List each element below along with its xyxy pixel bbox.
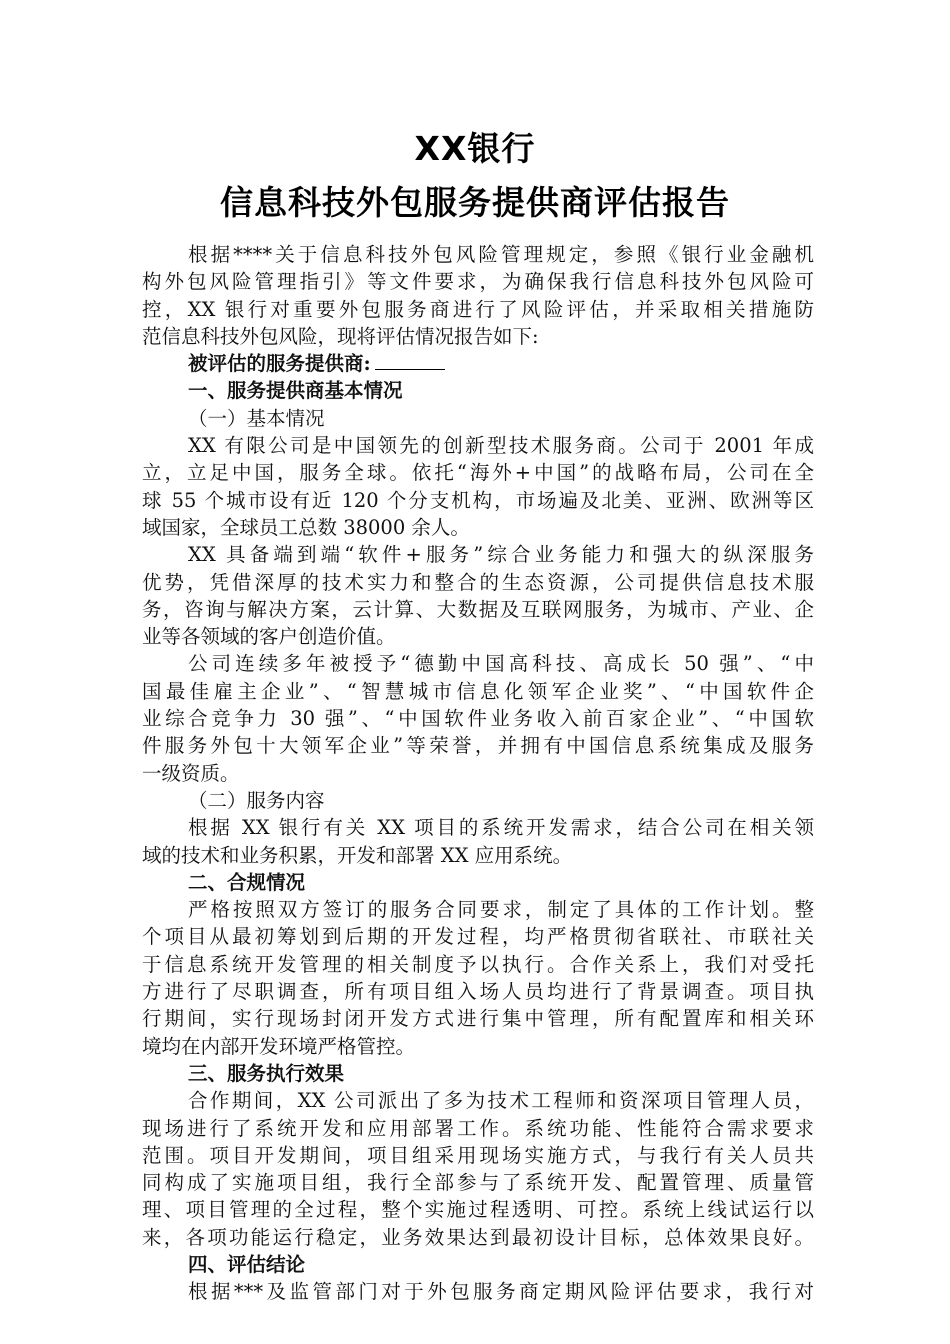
line-text: 控，XX 银行对重要外包服务商进行了风险评估，并采取相关措施防 [142, 297, 814, 321]
line-text: 业综合竞争力 30 强”、“中国软件业务收入前百家企业”、“中国软 [142, 707, 814, 731]
line-text: 域国家，全球员工总数 38000 余人。 [142, 515, 470, 539]
title-line-bank: XX银行 [414, 129, 536, 168]
paragraph-line [142, 896, 814, 923]
paragraph-line [142, 923, 814, 950]
paragraph-line [142, 487, 814, 514]
paragraph-line [142, 596, 814, 623]
line-text: 球 55 个城市设有近 120 个分支机构，市场遍及北美、亚洲、欧洲等区 [142, 488, 814, 512]
section-heading [142, 869, 814, 896]
line-text: 立，立足中国，服务全球。依托“海外+中国”的战略布局，公司在全 [142, 461, 814, 485]
line-text: 范围。项目开发期间，项目组采用现场实施方式，与我行有关人员共 [142, 1143, 814, 1167]
paragraph-line [142, 1033, 814, 1060]
paragraph-line [142, 1005, 814, 1032]
line-text: 理、项目管理的全过程，整个实施过程透明、可控。系统上线试运行以 [142, 1198, 814, 1222]
paragraph-line [142, 541, 814, 568]
line-text: 优势，凭借深厚的技术实力和整合的生态资源，公司提供信息技术服 [142, 570, 814, 594]
line-text: 根据***及监管部门对于外包服务商定期风险评估要求，我行对 [188, 1280, 814, 1304]
line-text: 公司连续多年被授予“德勤中国高科技、高成长 50 强”、“中 [188, 652, 814, 676]
paragraph-line [142, 705, 814, 732]
line-text: 个项目从最初筹划到后期的开发过程，均严格贯彻省联社、市联社关 [142, 925, 814, 949]
line-text: 根据 XX 银行有关 XX 项目的系统开发需求，结合公司在相关领 [188, 816, 814, 840]
line-text: 来，各项功能运行稳定，业务效果达到最初设计目标，总体效果良好。 [142, 1225, 814, 1249]
paragraph-line [142, 1115, 814, 1142]
paragraph-line [142, 1278, 814, 1305]
line-text: XX 具备端到端“软件+服务”综合业务能力和强大的纵深服务 [188, 543, 814, 567]
paragraph-line [142, 569, 814, 596]
line-text: 构外包风险管理指引》等文件要求，为确保我行信息科技外包风险可 [142, 270, 814, 294]
paragraph-line [142, 760, 814, 787]
paragraph-line [142, 296, 814, 323]
line-text: 范信息科技外包风险，现将评估情况报告如下: [142, 324, 539, 348]
paragraph-line [142, 787, 814, 814]
paragraph-line [142, 978, 814, 1005]
line-text: 于信息系统开发管理的相关制度予以执行。合作关系上，我们对受托 [142, 952, 814, 976]
line-text: （二）服务内容 [188, 788, 325, 812]
line-text: 三、服务执行效果 [188, 1061, 345, 1085]
line-text: 件服务外包十大领军企业”等荣誉，并拥有中国信息系统集成及服务 [142, 734, 814, 758]
line-text: 一、服务提供商基本情况 [188, 379, 403, 403]
line-text: 境均在内部开发环境严格管控。 [142, 1034, 416, 1058]
line-text: 被评估的服务提供商: [188, 352, 371, 376]
paragraph-line [142, 814, 814, 841]
line-text: 一级资质。 [142, 761, 240, 785]
paragraph-line [142, 459, 814, 486]
paragraph-line [142, 951, 814, 978]
paragraph-line [142, 732, 814, 759]
title-line-report: 信息科技外包服务提供商评估报告 [220, 183, 730, 222]
paragraph-line [142, 1224, 814, 1251]
paragraph-line [142, 650, 814, 677]
line-text: 业等各领域的客户创造价值。 [142, 625, 396, 649]
line-text: 国最佳雇主企业”、“智慧城市信息化领军企业奖”、“中国软件企 [142, 679, 814, 703]
paragraph-line [142, 268, 814, 295]
section-heading [142, 350, 814, 377]
paragraph-line [142, 405, 814, 432]
paragraph-line [142, 432, 814, 459]
section-heading [142, 377, 814, 404]
line-text: 域的技术和业务积累，开发和部署 XX 应用系统。 [142, 843, 573, 867]
paragraph-line [142, 1142, 814, 1169]
paragraph-line [142, 1087, 814, 1114]
line-text: （一）基本情况 [188, 406, 325, 430]
line-text: 同构成了实施项目组，我行全部参与了系统开发、配置管理、质量管 [142, 1171, 814, 1195]
line-text: 二、合规情况 [188, 870, 306, 894]
fill-in-blank [375, 351, 445, 370]
line-text: 严格按照双方签订的服务合同要求，制定了具体的工作计划。整 [188, 898, 814, 922]
paragraph-line [142, 241, 814, 268]
paragraph-line [142, 1169, 814, 1196]
document-body [142, 241, 814, 1306]
line-text: XX 有限公司是中国领先的创新型技术服务商。公司于 2001 年成 [188, 434, 814, 458]
section-heading [142, 1251, 814, 1278]
document-title [0, 122, 950, 230]
line-text: 务，咨询与解决方案，云计算、大数据及互联网服务，为城市、产业、企 [142, 597, 814, 621]
line-text: 合作期间，XX 公司派出了多为技术工程师和资深项目管理人员， [188, 1089, 814, 1113]
line-text: 行期间，实行现场封闭开发方式进行集中管理，所有配置库和相关环 [142, 1007, 814, 1031]
paragraph-line [142, 678, 814, 705]
paragraph-line [142, 323, 814, 350]
line-text: 根据****关于信息科技外包风险管理规定，参照《银行业金融机 [188, 243, 814, 266]
line-text: 现场进行了系统开发和应用部署工作。系统功能、性能符合需求要求 [142, 1116, 814, 1140]
paragraph-line [142, 514, 814, 541]
paragraph-line [142, 842, 814, 869]
paragraph-line [142, 1196, 814, 1223]
section-heading [142, 1060, 814, 1087]
line-text: 四、评估结论 [188, 1252, 306, 1276]
line-text: 方进行了尽职调查，所有项目组入场人员均进行了背景调查。项目执 [142, 980, 814, 1004]
paragraph-line [142, 623, 814, 650]
